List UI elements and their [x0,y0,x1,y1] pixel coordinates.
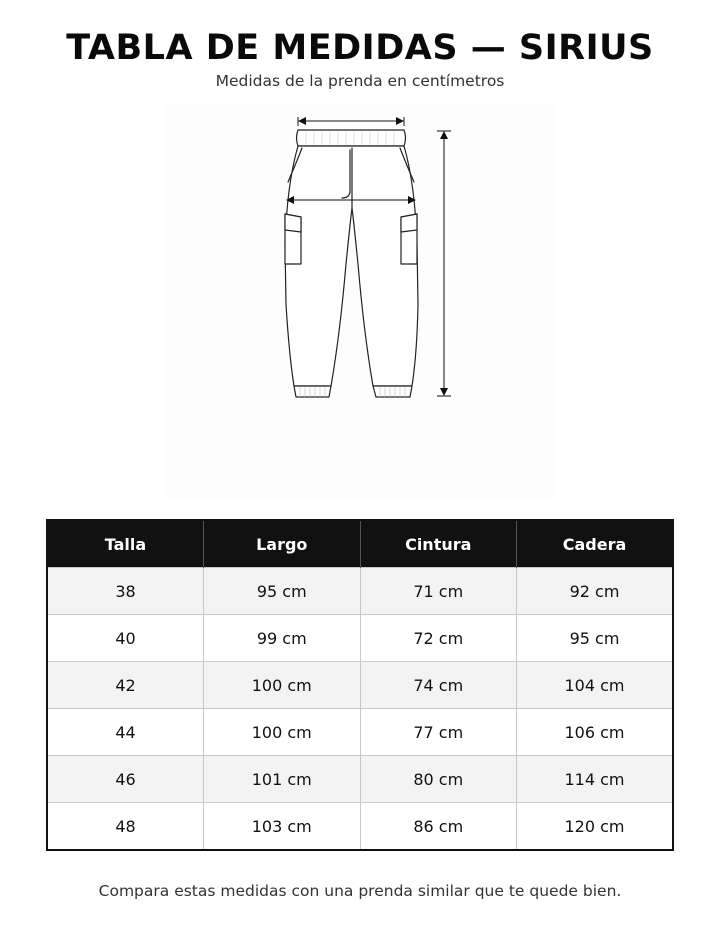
table-row [47,756,673,803]
table-row [47,709,673,756]
table-cell: 42 [47,662,204,709]
left-cuff [294,386,331,397]
table-cell: 103 cm [204,803,361,851]
table-cell: 74 cm [360,662,517,709]
table-cell: 100 cm [204,709,361,756]
table-cell: 77 cm [360,709,517,756]
footer-note: Compara estas medidas con una prenda similar que te quede bien. [98,882,622,900]
table-row [47,803,673,851]
table-header-row [47,520,673,568]
table-cell: 100 cm [204,662,361,709]
table-row [47,615,673,662]
table-cell: 40 [47,615,204,662]
table-cell: 104 cm [517,662,674,709]
page-subtitle: Medidas de la prenda en centímetros [215,72,505,90]
right-cuff [373,386,412,397]
table-cell: 120 cm [517,803,674,851]
table-cell: 48 [47,803,204,851]
table-row [47,568,673,615]
table-cell: 101 cm [204,756,361,803]
column-header-talla: Talla [47,520,204,568]
table-cell: 95 cm [204,568,361,615]
table-cell: 80 cm [360,756,517,803]
table-cell: 72 cm [360,615,517,662]
table-cell: 38 [47,568,204,615]
table-cell: 46 [47,756,204,803]
table-row [47,662,673,709]
pants-waistband [297,130,406,146]
table-cell: 95 cm [517,615,674,662]
table-cell: 106 cm [517,709,674,756]
column-header-cintura: Cintura [360,520,517,568]
cargo-jogger-pants-icon [166,104,554,498]
page-title: TABLA DE MEDIDAS — SIRIUS [66,28,654,68]
pants-illustration [166,104,554,498]
size-chart-table [46,519,674,851]
column-header-largo: Largo [204,520,361,568]
table-cell: 71 cm [360,568,517,615]
table-cell: 114 cm [517,756,674,803]
table-cell: 86 cm [360,803,517,851]
table-cell: 92 cm [517,568,674,615]
table-cell: 44 [47,709,204,756]
table-cell: 99 cm [204,615,361,662]
column-header-cadera: Cadera [517,520,674,568]
